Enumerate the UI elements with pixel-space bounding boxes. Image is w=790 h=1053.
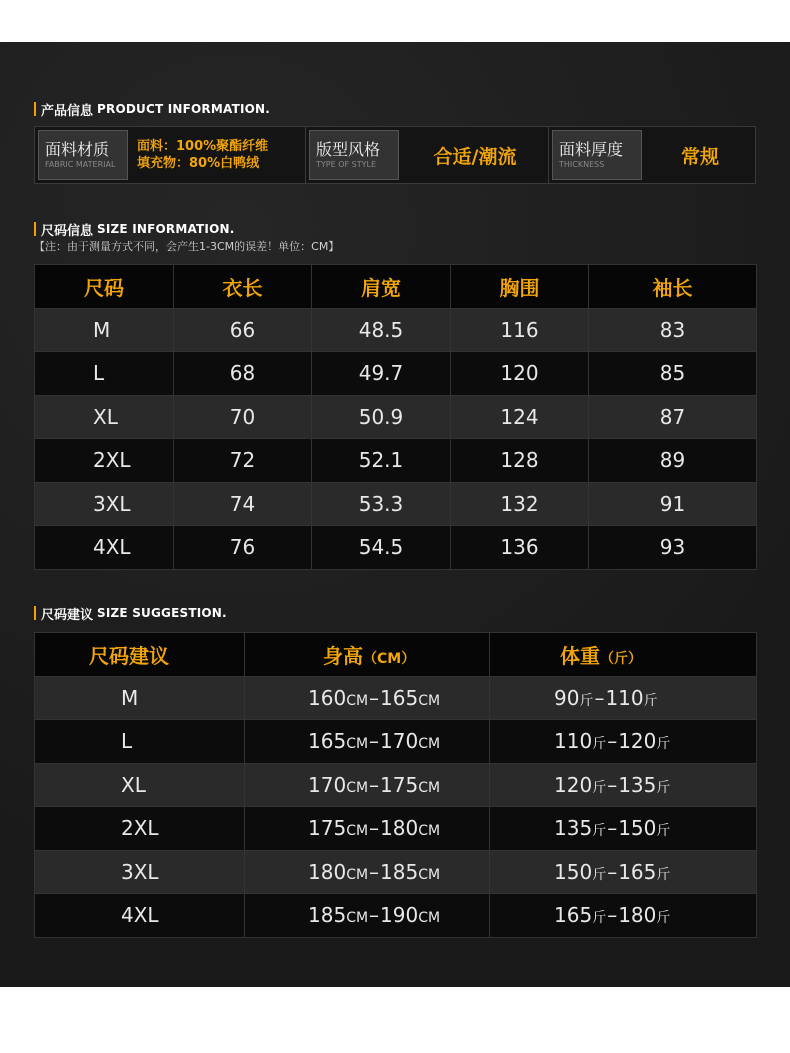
size-cell: 91: [589, 482, 757, 526]
size-cell: 136: [451, 526, 589, 570]
suggestion-weight-cell-min: 135: [554, 816, 593, 841]
suggestion-height-cell-min: 160: [308, 685, 347, 710]
suggestion-header-height-label: 身高: [323, 643, 363, 668]
style-label-zh: 版型风格: [316, 140, 381, 159]
suggestion-table-row: [35, 720, 757, 764]
suggestion-table-header: [35, 633, 757, 677]
fabric-label: [38, 130, 128, 180]
suggestion-height-cell-dash: –: [369, 772, 380, 797]
suggestion-size-cell: L: [35, 720, 245, 764]
size-info-title-zh: 尺码信息: [41, 223, 94, 239]
suggestion-table-row: [35, 763, 757, 807]
size-table-row: [35, 439, 757, 483]
suggestion-weight-cell-dash: –: [607, 816, 618, 841]
size-cell: XL: [35, 395, 174, 439]
suggestion-weight-cell-dash: –: [594, 685, 605, 710]
size-suggestion-title-zh: 尺码建议: [41, 607, 94, 623]
suggestion-height-cell-unit: CM: [346, 823, 369, 840]
size-cell: 4XL: [35, 526, 174, 570]
suggestion-height-cell: [245, 676, 490, 720]
size-cell: 87: [589, 395, 757, 439]
size-cell: 66: [174, 308, 312, 352]
size-table-row: [35, 482, 757, 526]
suggestion-weight-cell-unit: 斤: [592, 736, 607, 753]
size-suggestion-title-en: SIZE SUGGESTION.: [97, 606, 227, 620]
size-cell: 128: [451, 439, 589, 483]
suggestion-weight-cell-unit: 斤: [592, 823, 607, 840]
suggestion-height-cell-dash: –: [369, 816, 380, 841]
size-cell: L: [35, 352, 174, 396]
suggestion-weight-cell-dash: –: [607, 772, 618, 797]
thickness-label-en: THICKNESS: [559, 160, 605, 169]
suggestion-height-cell-min: 165: [308, 729, 347, 754]
size-info-title-en: SIZE INFORMATION.: [97, 222, 235, 236]
suggestion-weight-cell-unit: 斤: [656, 866, 671, 883]
suggestion-height-cell: [245, 807, 490, 851]
suggestion-weight-cell-unit: 斤: [579, 692, 594, 709]
size-cell: 74: [174, 482, 312, 526]
suggestion-weight-cell-unit: 斤: [656, 823, 671, 840]
size-header-cell: 衣长: [174, 265, 312, 309]
suggestion-weight-cell-unit: 斤: [643, 692, 658, 709]
suggestion-table-row: [35, 807, 757, 851]
suggestion-height-cell-max: 180: [380, 816, 419, 841]
suggestion-height-cell-unit: CM: [418, 692, 441, 709]
suggestion-weight-cell-min: 90: [554, 685, 580, 710]
size-table-row: [35, 526, 757, 570]
suggestion-height-cell-unit: CM: [418, 779, 441, 796]
size-header-cell: 袖长: [589, 265, 757, 309]
product-info-title-en: PRODUCT INFORMATION.: [97, 102, 271, 116]
suggestion-weight-cell-max: 180: [618, 903, 657, 928]
suggestion-height-cell-unit: CM: [346, 779, 369, 796]
suggestion-weight-cell: [490, 720, 757, 764]
suggestion-weight-cell-min: 150: [554, 859, 593, 884]
suggestion-header-weight-unit: （斤）: [600, 650, 642, 667]
suggestion-table-row: [35, 676, 757, 720]
size-table-row: [35, 395, 757, 439]
suggestion-weight-cell-min: 165: [554, 903, 593, 928]
size-cell: 54.5: [312, 526, 451, 570]
suggestion-header-height-unit: （CM）: [363, 650, 416, 667]
style-value: 合适/潮流: [402, 127, 549, 183]
suggestion-height-cell: [245, 720, 490, 764]
suggestion-size-cell: 2XL: [35, 807, 245, 851]
suggestion-weight-cell-max: 120: [618, 729, 657, 754]
product-info-heading: [34, 100, 270, 118]
suggestion-size-cell: 3XL: [35, 850, 245, 894]
accent-bar: [34, 102, 36, 116]
thickness-label-zh: 面料厚度: [559, 140, 624, 159]
size-suggestion-table: [34, 632, 757, 938]
product-info-bar: [34, 126, 756, 184]
size-cell: 124: [451, 395, 589, 439]
size-cell: 50.9: [312, 395, 451, 439]
suggestion-height-cell: [245, 763, 490, 807]
size-table-row: [35, 352, 757, 396]
suggestion-table-row: [35, 894, 757, 938]
suggestion-weight-cell-dash: –: [607, 903, 618, 928]
size-header-cell: 肩宽: [312, 265, 451, 309]
suggestion-weight-cell-min: 110: [554, 729, 593, 754]
suggestion-height-cell-dash: –: [369, 903, 380, 928]
suggestion-weight-cell-min: 120: [554, 772, 593, 797]
suggestion-height-cell-max: 190: [380, 903, 419, 928]
size-cell: 2XL: [35, 439, 174, 483]
size-header-cell: 胸围: [451, 265, 589, 309]
thickness-label: [552, 130, 642, 180]
suggestion-height-cell-unit: CM: [418, 736, 441, 753]
fabric-value: [131, 127, 306, 183]
suggestion-weight-cell-unit: 斤: [656, 736, 671, 753]
suggestion-weight-cell-dash: –: [607, 729, 618, 754]
suggestion-height-cell-unit: CM: [418, 866, 441, 883]
size-cell: 72: [174, 439, 312, 483]
suggestion-height-cell-unit: CM: [418, 823, 441, 840]
suggestion-height-cell: [245, 894, 490, 938]
suggestion-height-cell-dash: –: [369, 729, 380, 754]
suggestion-weight-cell: [490, 676, 757, 720]
suggestion-weight-cell-unit: 斤: [592, 910, 607, 927]
suggestion-weight-cell-max: 135: [618, 772, 657, 797]
suggestion-weight-cell-dash: –: [607, 859, 618, 884]
accent-bar: [34, 606, 36, 620]
style-label-en: TYPE OF STYLE: [316, 160, 376, 169]
fabric-label-zh: 面料材质: [45, 140, 110, 159]
size-cell: 70: [174, 395, 312, 439]
measurement-note: 【注：由于测量方式不同，会产生1-3CM的误差！单位：CM】: [34, 240, 340, 253]
style-label: [309, 130, 399, 180]
size-cell: 52.1: [312, 439, 451, 483]
suggestion-weight-cell-max: 150: [618, 816, 657, 841]
thickness-value: 常规: [680, 145, 719, 168]
size-table: [34, 264, 757, 570]
suggestion-height-cell: [245, 850, 490, 894]
size-cell: 68: [174, 352, 312, 396]
fabric-label-en: FABRIC MATERIAL: [45, 160, 116, 169]
size-cell: 132: [451, 482, 589, 526]
size-cell: 76: [174, 526, 312, 570]
suggestion-weight-cell-unit: 斤: [656, 910, 671, 927]
size-info-heading: [34, 220, 235, 238]
suggestion-size-cell: XL: [35, 763, 245, 807]
suggestion-size-cell: 4XL: [35, 894, 245, 938]
size-header-cell: 尺码: [35, 265, 174, 309]
suggestion-weight-cell: [490, 850, 757, 894]
suggestion-table-row: [35, 850, 757, 894]
suggestion-height-cell-min: 180: [308, 859, 347, 884]
suggestion-height-cell-unit: CM: [346, 910, 369, 927]
suggestion-height-cell-max: 175: [380, 772, 419, 797]
suggestion-header-size: 尺码建议: [35, 633, 245, 677]
size-cell: 83: [589, 308, 757, 352]
suggestion-weight-cell-unit: 斤: [592, 866, 607, 883]
size-cell: 89: [589, 439, 757, 483]
suggestion-height-cell-min: 170: [308, 772, 347, 797]
suggestion-height-cell-min: 185: [308, 903, 347, 928]
suggestion-height-cell-max: 165: [380, 685, 419, 710]
size-cell: 3XL: [35, 482, 174, 526]
suggestion-height-cell-dash: –: [369, 685, 380, 710]
size-cell: 93: [589, 526, 757, 570]
size-cell: 48.5: [312, 308, 451, 352]
size-table-row: [35, 308, 757, 352]
suggestion-height-cell-min: 175: [308, 816, 347, 841]
suggestion-height-cell-dash: –: [369, 859, 380, 884]
product-info-title-zh: 产品信息: [41, 103, 94, 119]
size-cell: M: [35, 308, 174, 352]
suggestion-weight-cell: [490, 763, 757, 807]
fabric-line-2: 填充物：80%白鸭绒: [137, 156, 260, 171]
suggestion-height-cell-max: 170: [380, 729, 419, 754]
size-cell: 53.3: [312, 482, 451, 526]
accent-bar: [34, 222, 36, 236]
suggestion-weight-cell-max: 110: [605, 685, 644, 710]
suggestion-height-cell-max: 185: [380, 859, 419, 884]
suggestion-weight-cell-unit: 斤: [656, 779, 671, 796]
size-cell: 85: [589, 352, 757, 396]
suggestion-weight-cell: [490, 807, 757, 851]
size-cell: 116: [451, 308, 589, 352]
size-cell: 49.7: [312, 352, 451, 396]
suggestion-height-cell-unit: CM: [346, 866, 369, 883]
suggestion-header-weight: [490, 633, 757, 677]
fabric-line-1: 面料：100%聚酯纤维: [137, 139, 269, 154]
suggestion-header-height: [245, 633, 490, 677]
suggestion-height-cell-unit: CM: [346, 692, 369, 709]
size-suggestion-heading: [34, 604, 227, 622]
suggestion-size-cell: M: [35, 676, 245, 720]
suggestion-weight-cell: [490, 894, 757, 938]
size-table-header: [35, 265, 757, 309]
suggestion-height-cell-unit: CM: [346, 736, 369, 753]
suggestion-weight-cell-unit: 斤: [592, 779, 607, 796]
suggestion-header-weight-label: 体重: [560, 643, 600, 668]
size-cell: 120: [451, 352, 589, 396]
suggestion-weight-cell-max: 165: [618, 859, 657, 884]
suggestion-height-cell-unit: CM: [418, 910, 441, 927]
